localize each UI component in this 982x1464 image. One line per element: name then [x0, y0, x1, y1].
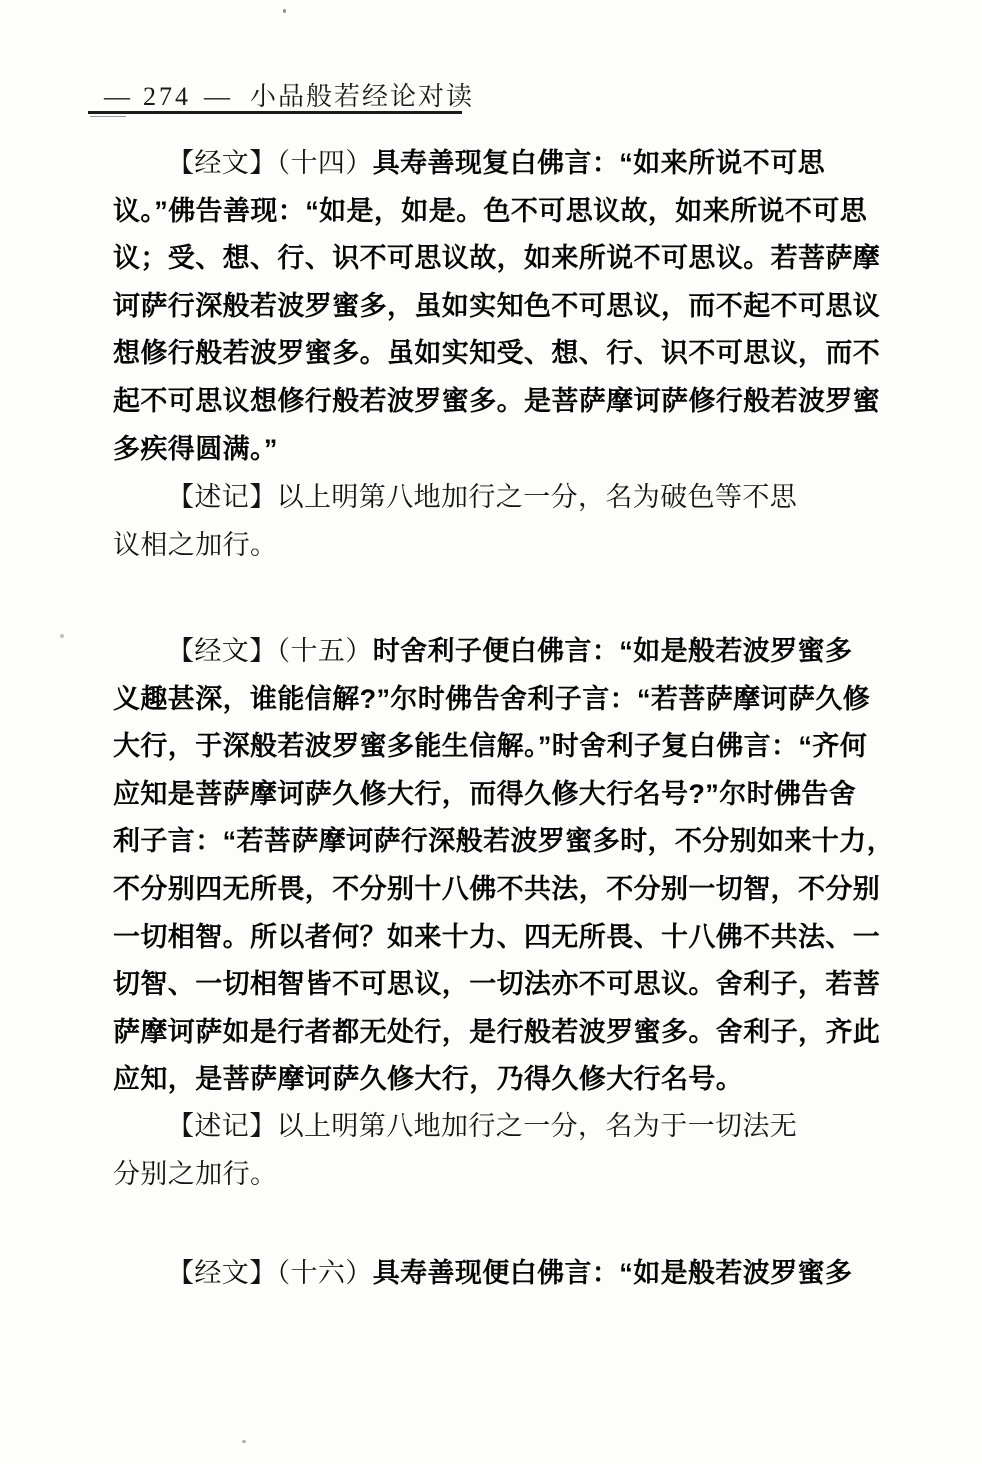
text-line: 萨摩诃萨如是行者都无处行，是行般若波罗蜜多。舍利子，齐此: [113, 1016, 881, 1047]
paragraph-label: 【经文】（十五）: [167, 636, 373, 666]
page-header: [104, 76, 474, 113]
text-line: 多疾得圆满。”: [113, 433, 278, 464]
text-line: 议；受、想、行、识不可思议故，如来所说不可思议。若菩萨摩: [113, 243, 881, 274]
text-run: 以上明第八地加行之一分，名为于一切法无: [276, 1111, 798, 1141]
paragraph-label: 【经文】（十六）: [167, 1258, 373, 1288]
text-line: 应知，是菩萨摩诃萨久修大行，乃得久修大行名号。: [113, 1064, 744, 1095]
text-line: [113, 628, 903, 676]
text-line: 应知是菩萨摩诃萨久修大行，而得久修大行名号?”尔时佛告舍: [113, 778, 857, 809]
paragraph-label: 【述记】: [167, 1111, 277, 1141]
text-line: [113, 140, 903, 188]
header-dash-right: —: [204, 82, 230, 111]
paragraph-sutra-15: [113, 628, 903, 1104]
text-line: [113, 474, 903, 522]
text-line: 利子言：“若菩萨摩诃萨行深般若波罗蜜多时，不分别如来十力，: [113, 826, 895, 857]
text-line: 不分别四无所畏，不分别十八佛不共法，不分别一切智，不分别: [113, 873, 881, 904]
text-line: 议。”佛告善现：“如是，如是。色不可思议故，如来所说不可思: [113, 195, 868, 226]
page-number: 274: [143, 82, 191, 111]
header-rule-fragment: [90, 116, 126, 117]
header-dash-left: —: [104, 82, 130, 111]
header-rule: [88, 111, 462, 114]
text-line: 起不可思议想修行般若波罗蜜多。是菩萨摩诃萨修行般若波罗蜜: [113, 385, 881, 416]
text-run: 时舍利子便白佛言：“如是般若波罗蜜多: [372, 636, 853, 666]
text-line: 议相之加行。: [113, 529, 278, 560]
paragraph-commentary-2: [113, 1103, 903, 1198]
paragraph-label: 【经文】（十四）: [167, 148, 373, 178]
paragraph-sutra-14: [113, 140, 903, 473]
text-run: 以上明第八地加行之一分，名为破色等不思: [276, 482, 798, 512]
text-line: 一切相智。所以者何？如来十力、四无所畏、十八佛不共法、一: [113, 921, 881, 952]
text-line: [113, 1103, 903, 1151]
text-run: 具寿善现复白佛言：“如来所说不可思: [372, 148, 826, 178]
text-line: 大行，于深般若波罗蜜多能生信解。”时舍利子复白佛言：“齐何: [113, 731, 868, 762]
text-line: 想修行般若波罗蜜多。虽如实知受、想、行、识不可思议，而不: [113, 338, 881, 369]
text-line: [113, 1250, 903, 1298]
book-title: 小品般若经论对读: [250, 82, 475, 111]
scan-speck: [60, 634, 64, 638]
text-line: 分别之加行。: [113, 1158, 278, 1189]
text-line: 义趣甚深，谁能信解?”尔时佛告舍利子言：“若菩萨摩诃萨久修: [113, 683, 871, 714]
paragraph-commentary-1: [113, 474, 903, 569]
scan-speck: [242, 1440, 246, 1443]
text-run: 具寿善现便白佛言：“如是般若波罗蜜多: [372, 1258, 853, 1288]
text-line: 诃萨行深般若波罗蜜多，虽如实知色不可思议，而不起不可思议: [113, 290, 881, 321]
text-line: 切智、一切相智皆不可思议，一切法亦不可思议。舍利子，若菩: [113, 969, 881, 1000]
paragraph-sutra-16: [113, 1250, 903, 1298]
scan-speck: [283, 9, 286, 13]
paragraph-label: 【述记】: [167, 482, 277, 512]
